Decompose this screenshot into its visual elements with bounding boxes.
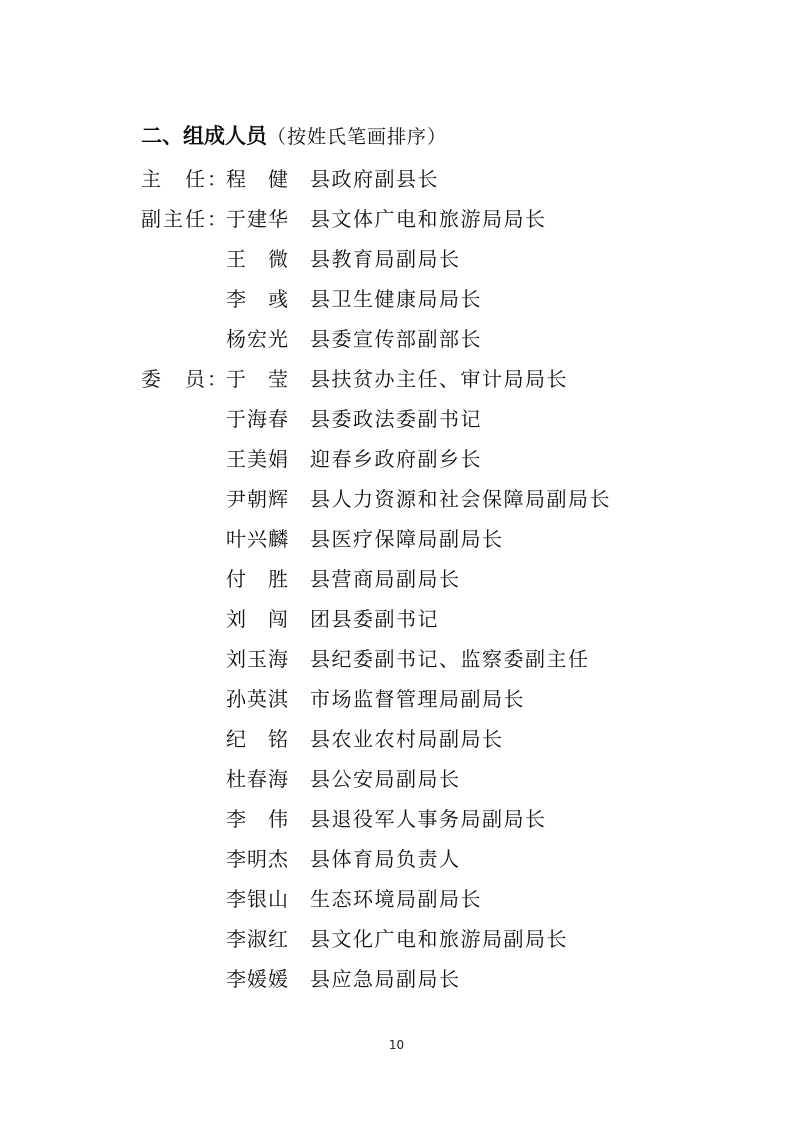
member-row [0, 402, 793, 442]
member-row [0, 442, 793, 482]
member-name: 王 微 [226, 247, 289, 271]
member-row [0, 802, 793, 842]
member-role: 副主任： [141, 207, 229, 231]
member-name: 于建华 [226, 207, 289, 231]
member-row [0, 962, 793, 1002]
section-heading [141, 121, 447, 152]
member-position: 市场监督管理局副局长 [310, 687, 525, 711]
section-title: 二、组成人员 [141, 124, 267, 148]
member-name: 李明杰 [226, 847, 289, 871]
member-row [0, 362, 793, 402]
member-position: 团县委副书记 [310, 607, 439, 631]
member-position: 县卫生健康局局长 [310, 287, 482, 311]
member-position: 县体育局负责人 [310, 847, 461, 871]
member-list [0, 162, 793, 1002]
member-name: 杜春海 [226, 767, 289, 791]
member-position: 县委政法委副书记 [310, 407, 482, 431]
member-name: 纪 铭 [226, 727, 289, 751]
member-name: 李媛媛 [226, 967, 289, 991]
member-name: 于海春 [226, 407, 289, 431]
member-name: 刘 闯 [226, 607, 289, 631]
member-row [0, 682, 793, 722]
member-name: 程 健 [226, 167, 289, 191]
member-position: 县文化广电和旅游局副局长 [310, 927, 568, 951]
member-name: 孙英淇 [226, 687, 289, 711]
member-name: 李 伟 [226, 807, 289, 831]
member-position: 县纪委副书记、监察委副主任 [310, 647, 590, 671]
member-name: 王美娟 [226, 447, 289, 471]
member-position: 生态环境局副局长 [310, 887, 482, 911]
member-position: 迎春乡政府副乡长 [310, 447, 482, 471]
member-position: 县政府副县长 [310, 167, 439, 191]
member-position: 县人力资源和社会保障局副局长 [310, 487, 611, 511]
member-role: 主 任： [141, 167, 229, 191]
member-name: 于 莹 [226, 367, 289, 391]
member-position: 县文体广电和旅游局局长 [310, 207, 547, 231]
member-row [0, 922, 793, 962]
member-position: 县扶贫办主任、审计局局长 [310, 367, 568, 391]
member-position: 县委宣传部副部长 [310, 327, 482, 351]
member-row [0, 642, 793, 682]
page-number: 10 [388, 1038, 405, 1052]
member-row [0, 282, 793, 322]
member-position: 县公安局副局长 [310, 767, 461, 791]
section-note: （按姓氏笔画排序） [267, 126, 448, 148]
member-name: 叶兴麟 [226, 527, 289, 551]
member-row [0, 162, 793, 202]
member-name: 李银山 [226, 887, 289, 911]
member-row [0, 562, 793, 602]
member-row [0, 602, 793, 642]
member-position: 县教育局副局长 [310, 247, 461, 271]
member-row [0, 722, 793, 762]
member-position: 县退役军人事务局副局长 [310, 807, 547, 831]
member-position: 县应急局副局长 [310, 967, 461, 991]
member-role: 委 员： [141, 367, 229, 391]
member-row [0, 762, 793, 802]
member-row [0, 842, 793, 882]
member-name: 李淑红 [226, 927, 289, 951]
member-position: 县营商局副局长 [310, 567, 461, 591]
member-row [0, 522, 793, 562]
member-position: 县医疗保障局副局长 [310, 527, 504, 551]
member-row [0, 482, 793, 522]
member-row [0, 202, 793, 242]
member-name: 尹朝辉 [226, 487, 289, 511]
member-row [0, 882, 793, 922]
member-name: 付 胜 [226, 567, 289, 591]
member-position: 县农业农村局副局长 [310, 727, 504, 751]
member-row [0, 322, 793, 362]
member-row [0, 242, 793, 282]
member-name: 李 彧 [226, 287, 289, 311]
member-name: 杨宏光 [226, 327, 289, 351]
member-name: 刘玉海 [226, 647, 289, 671]
